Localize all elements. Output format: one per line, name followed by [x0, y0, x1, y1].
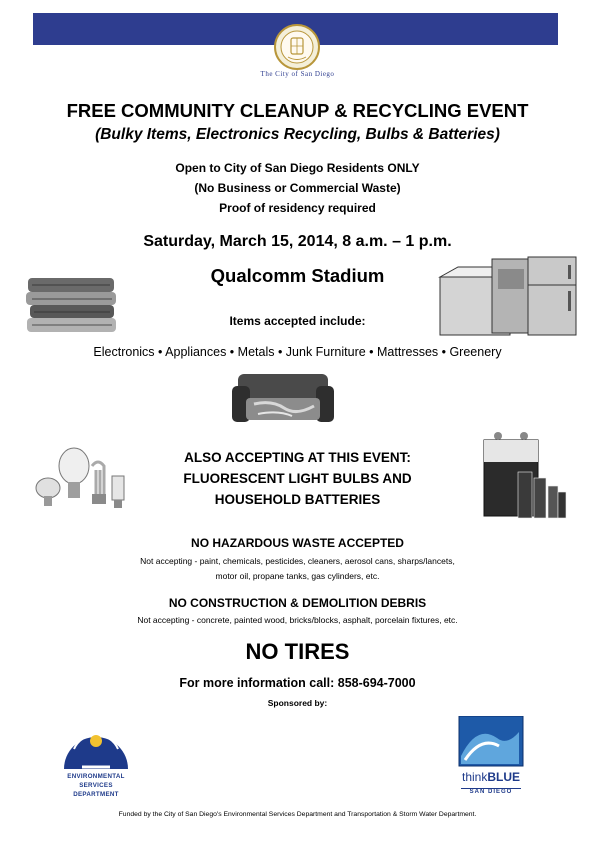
no-tires-heading: NO TIRES	[245, 639, 350, 664]
construction-heading: NO CONSTRUCTION & DEMOLITION DEBRIS	[168, 596, 427, 610]
also-line-3: HOUSEHOLD BATTERIES	[214, 492, 381, 507]
think-blue-wordmark	[455, 770, 527, 784]
think-text: think	[461, 770, 488, 784]
esd-line-2: SERVICES	[79, 782, 113, 789]
couch-image	[232, 370, 334, 426]
also-line-2: FLUORESCENT LIGHT BULBS AND	[183, 471, 412, 486]
san-diego-text: SAN DIEGO	[461, 788, 521, 795]
also-accepting-block	[0, 447, 595, 510]
hazardous-line-1: Not accepting - paint, chemicals, pesticides, cleaners, aerosol cans, sharps/lancets,	[140, 556, 455, 566]
esd-logo	[60, 723, 132, 807]
esd-emblem-icon	[60, 723, 132, 773]
event-venue: Qualcomm Stadium	[210, 265, 385, 286]
event-subtitle: (Bulky Items, Electronics Recycling, Bulbs & Batteries)	[95, 126, 500, 143]
eligibility-line-3: Proof of residency required	[219, 201, 376, 215]
also-line-1: ALSO ACCEPTING AT THIS EVENT:	[184, 450, 411, 465]
city-name: The City of San Diego	[260, 70, 335, 78]
eligibility-line-2: (No Business or Commercial Waste)	[194, 181, 401, 195]
eligibility-line-1: Open to City of San Diego Residents ONLY	[175, 161, 420, 175]
accepted-items-list: Electronics • Appliances • Metals • Junk Furniture • Mattresses • Greenery	[93, 345, 502, 359]
construction-line-1: Not accepting - concrete, painted wood, bricks/blocks, asphalt, porcelain fixtures, etc.	[137, 615, 458, 625]
city-seal-icon	[274, 24, 320, 70]
accepted-heading: Items accepted include:	[229, 314, 366, 328]
blue-text: BLUE	[487, 770, 521, 784]
funded-note: Funded by the City of San Diego's Environmental Services Department and Transportation & Storm Water Department.	[118, 811, 477, 818]
think-blue-logo	[455, 716, 527, 802]
esd-line-3: DEPARTMENT	[73, 791, 119, 798]
hazardous-heading: NO HAZARDOUS WASTE ACCEPTED	[191, 536, 404, 550]
sponsored-by: Sponsored by:	[267, 698, 328, 708]
event-title: FREE COMMUNITY CLEANUP & RECYCLING EVENT	[66, 100, 529, 121]
hazardous-line-2: motor oil, propane tanks, gas cylinders, etc.	[215, 571, 380, 581]
esd-line-1: ENVIRONMENTAL	[67, 773, 125, 780]
wave-icon	[455, 716, 527, 768]
event-date: Saturday, March 15, 2014, 8 a.m. – 1 p.m.	[143, 233, 452, 250]
contact-phone: For more information call: 858-694-7000	[179, 676, 416, 690]
